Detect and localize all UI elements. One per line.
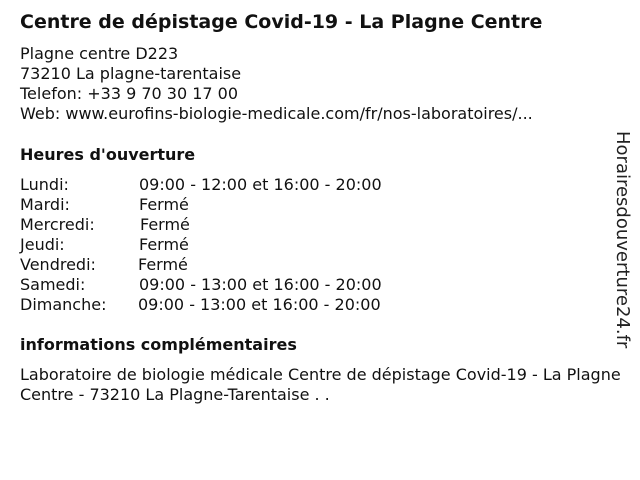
day-label: Samedi: [20, 275, 86, 294]
page-title: Centre de dépistage Covid-19 - La Plagne Centre [20, 11, 543, 33]
hours-row-saturday [20, 275, 500, 295]
additional-info-heading: informations complémentaires [20, 335, 297, 354]
address-city: 73210 La plagne-tarentaise [20, 64, 242, 83]
hours-value: 09:00 - 13:00 et 16:00 - 20:00 [138, 295, 381, 314]
site-watermark [604, 130, 640, 350]
hours-value: 09:00 - 12:00 et 16:00 - 20:00 [139, 175, 382, 194]
watermark-text: Horairesdouverture24.fr [612, 131, 633, 349]
day-label: Dimanche: [20, 295, 107, 314]
day-label: Vendredi: [20, 255, 96, 274]
hours-value: Fermé [139, 195, 189, 214]
hours-value: 09:00 - 13:00 et 16:00 - 20:00 [139, 275, 382, 294]
hours-row-friday [20, 255, 500, 275]
address-block [20, 44, 533, 124]
hours-value: Fermé [140, 215, 190, 234]
opening-hours-table [20, 175, 500, 315]
day-label: Mercredi: [20, 215, 95, 234]
hours-row-thursday [20, 235, 500, 255]
website-link[interactable]: Web: www.eurofins-biologie-medicale.com/fr/nos-laboratoires/... [20, 104, 533, 123]
day-label: Mardi: [20, 195, 70, 214]
additional-info-text: Laboratoire de biologie médicale Centre de dépistage Covid-19 - La Plagne Centre - 73210 La Plagne-Tarentaise . . [20, 365, 621, 404]
hours-row-tuesday [20, 195, 500, 215]
hours-row-sunday [20, 295, 500, 315]
phone-number: Telefon: +33 9 70 30 17 00 [20, 84, 239, 103]
hours-value: Fermé [139, 235, 189, 254]
hours-row-monday [20, 175, 500, 195]
address-street: Plagne centre D223 [20, 44, 179, 63]
hours-value: Fermé [138, 255, 188, 274]
opening-hours-heading: Heures d'ouverture [20, 145, 196, 164]
day-label: Jeudi: [20, 235, 65, 254]
hours-row-wednesday [20, 215, 500, 235]
day-label: Lundi: [20, 175, 69, 194]
